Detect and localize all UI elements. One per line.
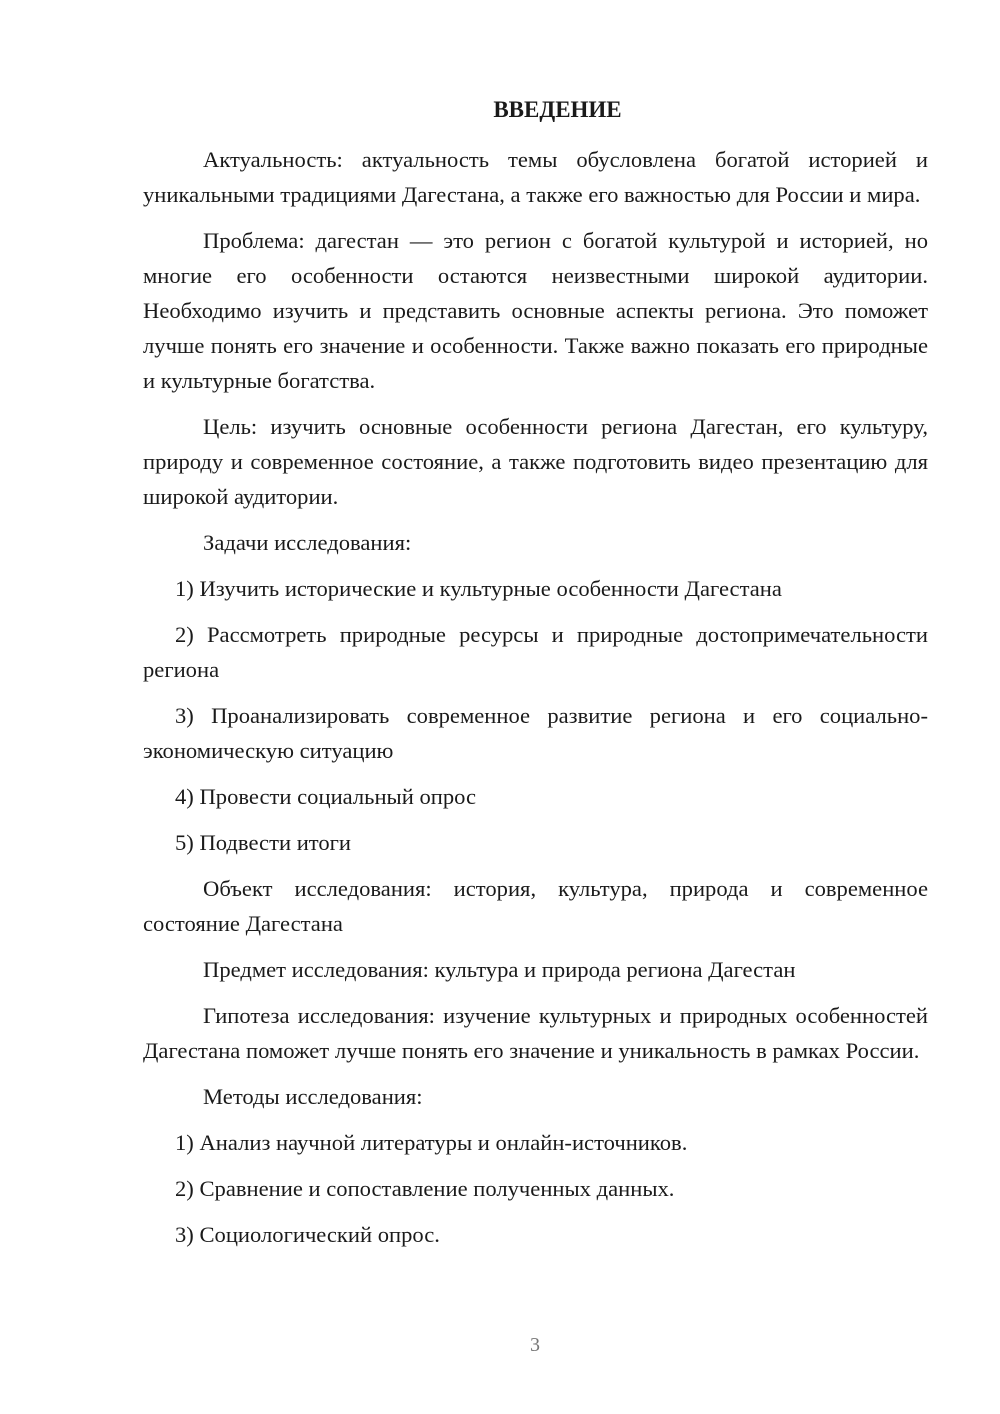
problem-paragraph: Проблема: дагестан — это регион с богатой культурой и историей, но многие его особенности остаются неизвестными широкой аудитории. Необходимо изучить и представить основные аспекты региона. Это поможет лучше понять его значение и особенности. Также важно показать его природные и культурные богатства. bbox=[143, 228, 928, 393]
hypothesis-paragraph: Гипотеза исследования: изучение культурных и природных особенностей Дагестана поможет лучше понять его значение и уникальность в рамках России. bbox=[143, 1003, 928, 1063]
task-item-2: 2) Рассмотреть природные ресурсы и природные достопримечательности региона bbox=[143, 622, 928, 682]
task-item-5: 5) Подвести итоги bbox=[175, 830, 352, 855]
methods-heading: Методы исследования: bbox=[203, 1084, 423, 1109]
goal-paragraph: Цель: изучить основные особенности региона Дагестан, его культуру, природу и современное состояние, а также подготовить видео презентацию для широкой аудитории. bbox=[143, 414, 928, 509]
relevance-paragraph: Актуальность: актуальность темы обусловлена богатой историей и уникальными традициями Дагестана, а также его важностью для России и мира. bbox=[143, 147, 928, 207]
object-paragraph: Объект исследования: история, культура, природа и современное состояние Дагестана bbox=[143, 876, 928, 936]
method-item-3: 3) Социологический опрос. bbox=[175, 1222, 440, 1247]
subject-paragraph: Предмет исследования: культура и природа региона Дагестан bbox=[203, 957, 796, 982]
task-item-3: 3) Проанализировать современное развитие региона и его социально-экономическую ситуацию bbox=[143, 703, 928, 763]
task-item-4: 4) Провести социальный опрос bbox=[175, 784, 477, 809]
page-title: ВВЕДЕНИЕ bbox=[493, 97, 622, 122]
method-item-1: 1) Анализ научной литературы и онлайн-источников. bbox=[175, 1130, 688, 1155]
task-item-1: 1) Изучить исторические и культурные особенности Дагестана bbox=[175, 576, 782, 601]
tasks-heading: Задачи исследования: bbox=[203, 530, 412, 555]
method-item-2: 2) Сравнение и сопоставление полученных данных. bbox=[175, 1176, 675, 1201]
page-number: 3 bbox=[530, 1334, 540, 1356]
